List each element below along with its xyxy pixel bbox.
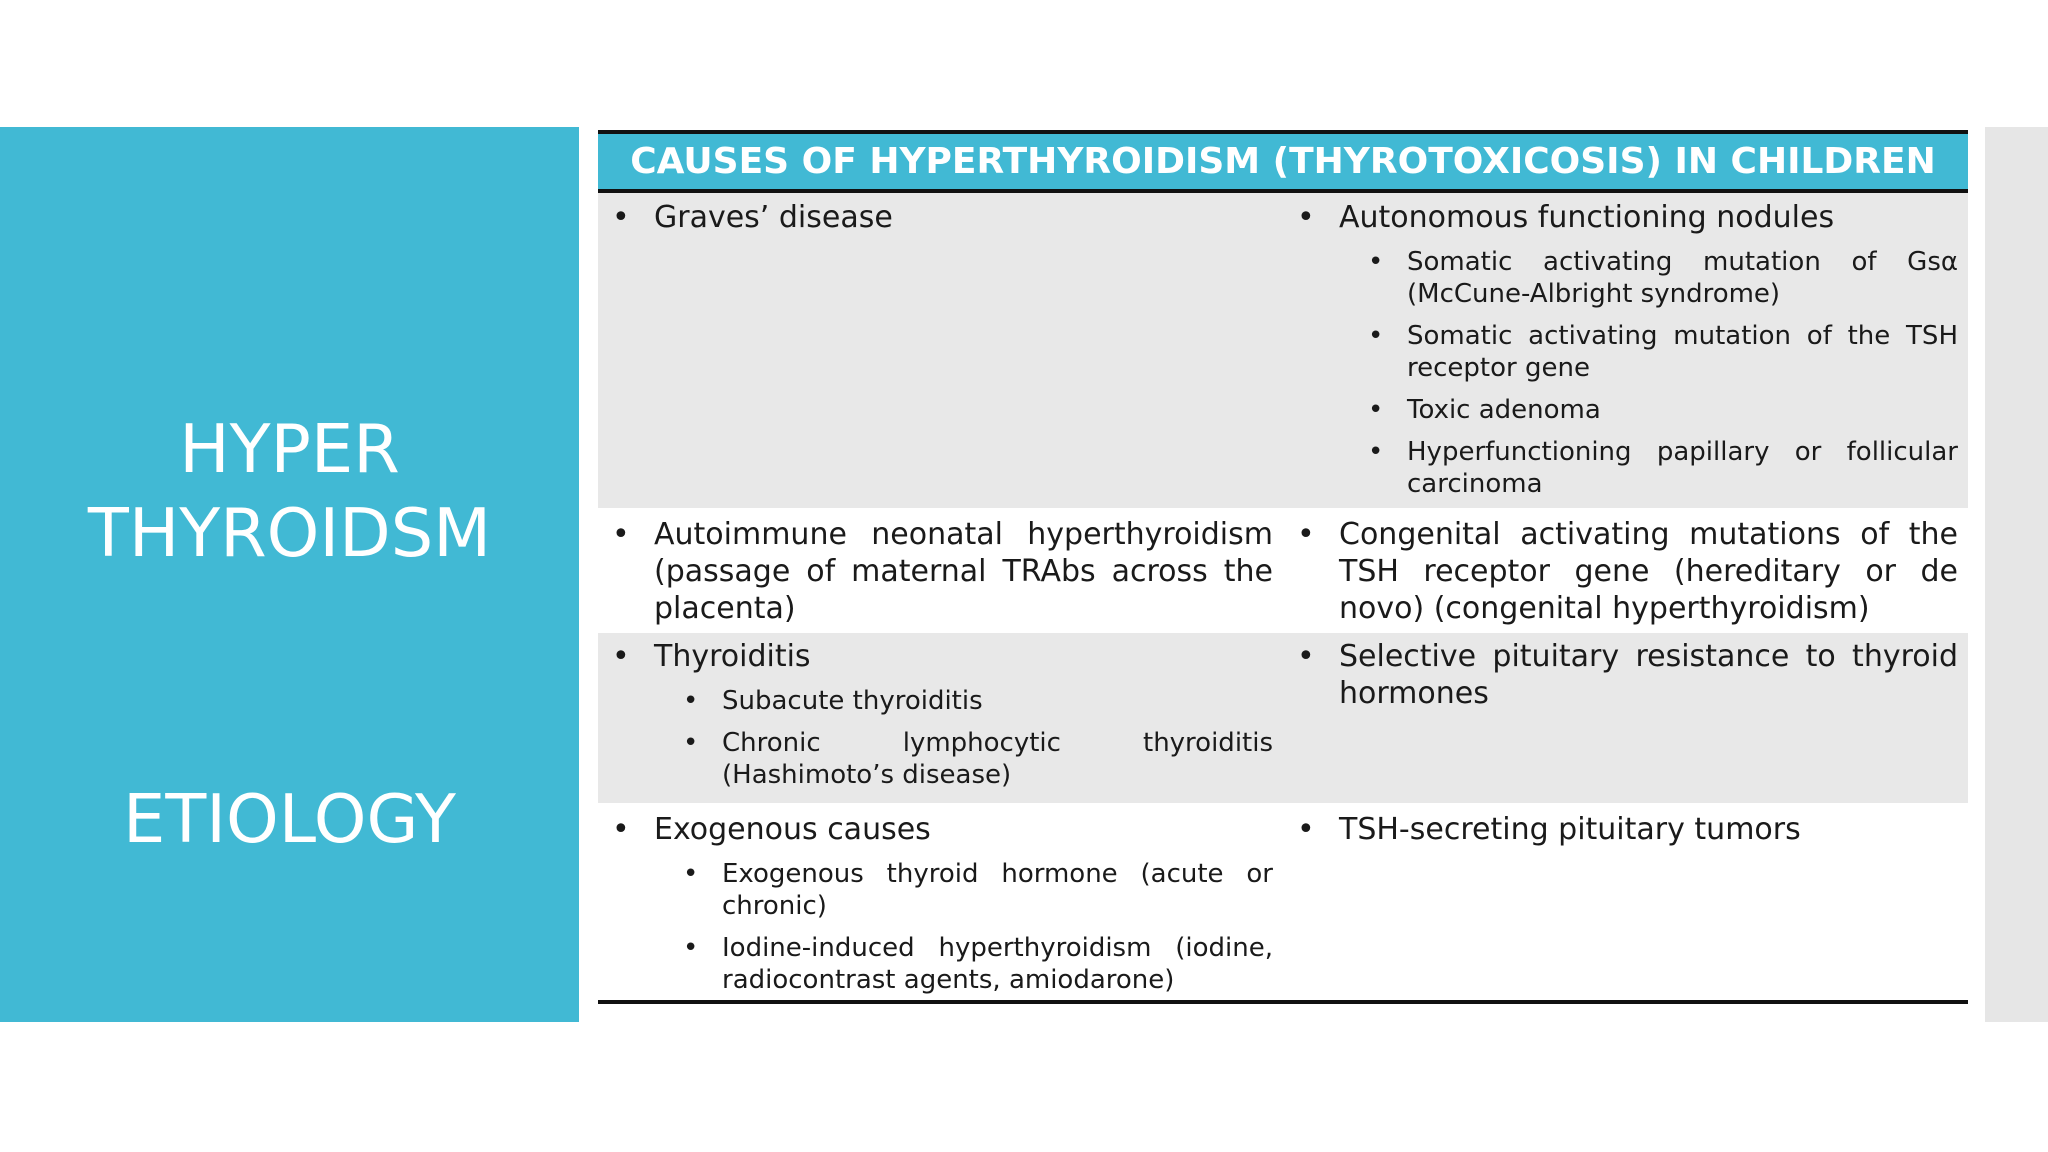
cause-item — [606, 199, 1273, 236]
table-cell-right — [1283, 516, 1968, 633]
bullet-icon: • — [683, 686, 699, 716]
bullet-icon: • — [1297, 639, 1315, 674]
cause-item — [606, 516, 1273, 627]
table-row — [598, 193, 1968, 508]
bullet-icon: • — [683, 933, 699, 963]
slide-title — [0, 407, 579, 575]
table-cell-left — [598, 199, 1283, 508]
sub-item-text: Chronic lymphocytic thyroiditis (Hashimoto’s disease) — [722, 728, 1273, 790]
sub-item-text: Exogenous thyroid hormone (acute or chronic) — [722, 859, 1273, 921]
bullet-icon: • — [1368, 321, 1384, 351]
sub-item — [1368, 320, 1958, 384]
table-cell-left — [598, 516, 1283, 633]
sub-item-text: Iodine-induced hyperthyroidism (iodine, radiocontrast agents, amiodarone) — [722, 933, 1273, 995]
sub-item-text: Toxic adenoma — [1407, 395, 1601, 425]
slide-subtitle: ETIOLOGY — [123, 780, 456, 858]
cause-item — [1291, 638, 1958, 712]
cause-text: TSH-secreting pituitary tumors — [1339, 812, 1801, 847]
bullet-icon: • — [612, 812, 630, 847]
bullet-icon: • — [1368, 437, 1384, 467]
cause-item — [1291, 199, 1958, 236]
table-cell-right — [1283, 199, 1968, 508]
bullet-icon: • — [612, 517, 630, 552]
sub-item-text: Hyperfunctioning papillary or follicular carcinoma — [1407, 437, 1958, 499]
cause-item — [1291, 516, 1958, 627]
table-cell-left — [598, 638, 1283, 803]
bullet-icon: • — [1297, 517, 1315, 552]
cause-text: Autoimmune neonatal hyperthyroidism (passage of maternal TRAbs across the placenta) — [654, 517, 1273, 626]
cause-item — [606, 811, 1273, 848]
sub-item-text: Subacute thyroiditis — [722, 686, 983, 716]
table-cell-right — [1283, 811, 1968, 1000]
title-panel — [0, 127, 579, 1022]
sub-item — [683, 932, 1273, 996]
cause-text: Autonomous functioning nodules — [1339, 200, 1835, 235]
cause-text: Thyroiditis — [654, 639, 811, 674]
sub-item — [1368, 436, 1958, 500]
cause-item — [1291, 811, 1958, 848]
bullet-icon: • — [612, 200, 630, 235]
bullet-icon: • — [612, 639, 630, 674]
sub-item — [683, 685, 1273, 717]
table-row — [598, 633, 1968, 803]
cause-text: Graves’ disease — [654, 200, 893, 235]
bullet-icon: • — [1297, 812, 1315, 847]
cause-text: Selective pituitary resistance to thyroid hormones — [1339, 639, 1958, 711]
slide-title-line2: THYROIDSM — [87, 494, 492, 572]
bullet-icon: • — [683, 728, 699, 758]
cause-text: Exogenous causes — [654, 812, 931, 847]
causes-table — [598, 130, 1968, 1004]
table-header: CAUSES OF HYPERTHYROIDISM (THYROTOXICOSIS) IN CHILDREN — [598, 130, 1968, 193]
sub-item — [683, 727, 1273, 791]
bullet-icon: • — [683, 859, 699, 889]
table-row — [598, 803, 1968, 1004]
sub-item-text: Somatic activating mutation of the TSH receptor gene — [1407, 321, 1958, 383]
bullet-icon: • — [1368, 395, 1384, 425]
sub-item-text: Somatic activating mutation of Gsα (McCune-Albright syndrome) — [1407, 247, 1958, 309]
sub-item — [1368, 394, 1958, 426]
sub-item — [1368, 246, 1958, 310]
cause-text: Congenital activating mutations of the TSH receptor gene (hereditary or de novo) (congenital hyperthyroidism) — [1339, 517, 1958, 626]
bullet-icon: • — [1368, 247, 1384, 277]
slide-title-line1: HYPER — [179, 410, 400, 488]
sub-item — [683, 858, 1273, 922]
table-row — [598, 508, 1968, 633]
decorative-strip — [1985, 127, 2048, 1022]
table-cell-left — [598, 811, 1283, 1000]
bullet-icon: • — [1297, 200, 1315, 235]
cause-item — [606, 638, 1273, 675]
table-cell-right — [1283, 638, 1968, 803]
